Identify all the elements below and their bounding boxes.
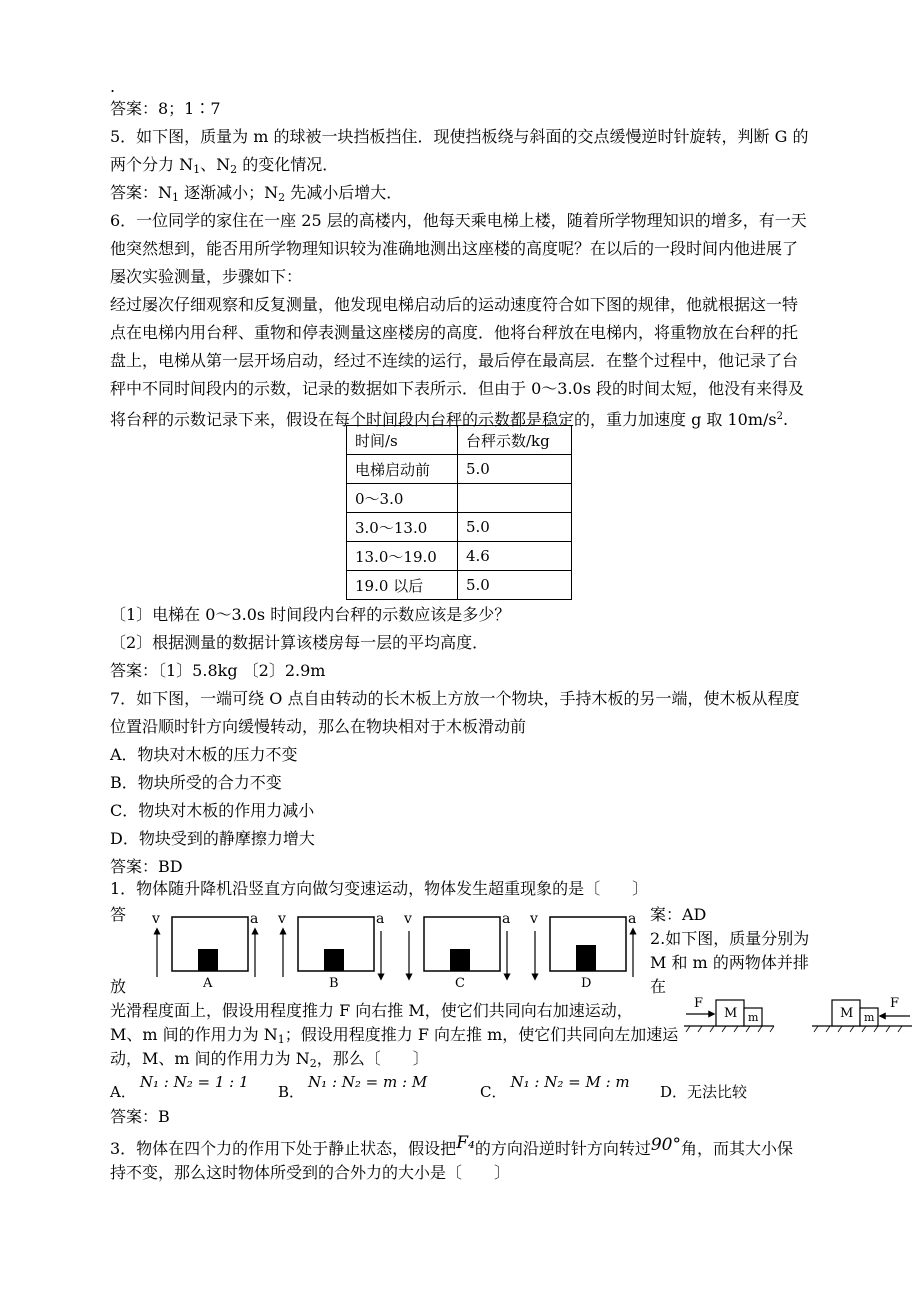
- scale-reading-table: [346, 425, 572, 600]
- q6-sub2: 〔2〕根据测量的数据计算该楼房每一层的平均高度．: [110, 633, 489, 652]
- table-header-row: [347, 426, 572, 455]
- q6-answer: 答案：〔1〕5.8kg 〔2〕2.9m: [110, 661, 326, 680]
- p2-option-b: B．N₁ : N₂ = m : M: [278, 1073, 428, 1101]
- velocity-label: v: [152, 911, 160, 927]
- q7-line2: 位置沿顺时针方向缓慢转动，那么在物块相对于木板滑动前: [110, 717, 527, 736]
- big-block-label: M: [724, 1006, 738, 1021]
- table-row: [347, 484, 572, 513]
- table-header-cell: 时间/s: [347, 426, 458, 455]
- elevator-panel-d: [529, 911, 636, 987]
- table-cell: 5.0: [458, 513, 572, 542]
- elevator-figure: [148, 905, 644, 987]
- table-cell: 19.0 以后: [347, 571, 458, 600]
- q6-line7: 秤中不同时间段内的示数，记录的数据如下表所示．但由于 0～3.0s 段的时间太短，他没有来得及: [110, 379, 805, 398]
- table-cell: 5.0: [458, 455, 572, 484]
- p2-option-c: C．N₁ : N₂ = M : m: [480, 1073, 630, 1101]
- p2-left-fragment: 放: [110, 977, 127, 996]
- table-row: [347, 455, 572, 484]
- q6-line3: 屡次实验测量，步骤如下：: [110, 267, 303, 286]
- panel-label: C: [455, 976, 465, 987]
- p3-line1: 3．物体在四个力的作用下处于静止状态，假设把F₄的方向沿逆时针方向转过90°角，而其大小保: [110, 1133, 793, 1158]
- table-header-cell: 台秤示数/kg: [458, 426, 572, 455]
- q7-option-d: D．物块受到的静摩擦力增大: [110, 829, 315, 848]
- p1-answer-right: 案：AD: [650, 905, 707, 924]
- p2-right-line1: 2.如下图，质量分别为: [650, 929, 810, 948]
- table-cell: 电梯启动前: [347, 455, 458, 484]
- p2-right-fragment: 在: [650, 977, 667, 996]
- velocity-label: v: [530, 911, 538, 927]
- table-cell: 0～3.0: [347, 484, 458, 513]
- acceleration-label: a: [502, 911, 511, 927]
- p2-line3: 动，M、m 间的作用力为 $N_2$，那么〔 〕: [110, 1049, 429, 1070]
- table-cell: 4.6: [458, 542, 572, 571]
- table-cell: 3.0～13.0: [347, 513, 458, 542]
- block: [450, 949, 470, 971]
- push-block-figure: [682, 996, 914, 1040]
- q6-line2: 他突然想到，能否用所学物理知识较为准确地测出这座楼的高度呢？在以后的一段时间内他进展了: [110, 239, 799, 258]
- q7-option-c: C．物块对木板的作用力减小: [110, 801, 315, 820]
- p1-answer-left: 答: [110, 905, 127, 924]
- q6-line6: 盘上，电梯从第一层开场启动，经过不连续的运行，最后停在最高层．在整个过程中，他记录了台: [110, 351, 799, 370]
- q7-option-a: A．物块对木板的压力不变: [110, 745, 298, 764]
- q5-answer: 答案：$N_1$ 逐渐减小；$N_2$ 先减小后增大．: [110, 183, 403, 204]
- push-right-setup: [684, 996, 774, 1032]
- p2-option-a: A．N₁ : N₂ = 1 : 1: [110, 1073, 249, 1101]
- table-cell: [458, 484, 572, 513]
- panel-label: A: [203, 976, 213, 987]
- small-block-label: m: [748, 1011, 759, 1024]
- q5-line1: 5．如下图，质量为 m 的球被一块挡板挡住．现使挡板绕与斜面的交点缓慢逆时针旋转，判断 G 的: [110, 127, 809, 146]
- q6-line1: 6．一位同学的家住在一座 25 层的高楼内，他每天乘电梯上楼，随着所学物理知识的增多，有一天: [110, 211, 807, 230]
- block: [324, 949, 344, 971]
- panel-label: B: [329, 976, 339, 987]
- table-cell: 13.0～19.0: [347, 542, 458, 571]
- acceleration-label: a: [376, 911, 385, 927]
- q7-option-b: B．物块所受的合力不变: [110, 773, 282, 792]
- q7-line1: 7．如下图，一端可绕 O 点自由转动的长木板上方放一个物块，手持木板的另一端，使木板从程度: [110, 689, 800, 708]
- velocity-label: v: [278, 911, 286, 927]
- q7-answer: 答案：BD: [110, 857, 183, 876]
- elevator-panel-c: [403, 911, 510, 987]
- table-row: [347, 513, 572, 542]
- q6-sub1: 〔1〕电梯在 0～3.0s 时间段内台秤的示数应该是多少？: [110, 605, 511, 624]
- p3-line2: 持不变，那么这时物体所受到的合外力的大小是〔 〕: [110, 1163, 511, 1182]
- panel-label: D: [581, 976, 592, 987]
- q5-line2: 两个分力 $N_1$、$N_2$ 的变化情况．: [110, 155, 339, 176]
- elevator-panel-b: [277, 911, 384, 987]
- acceleration-label: a: [628, 911, 637, 927]
- ground-hatch: [686, 1026, 774, 1032]
- q6-line5: 点在电梯内用台秤、重物和停表测量这座楼房的高度．他将台秤放在电梯内，将重物放在台秤的托: [110, 323, 799, 342]
- ground-hatch: [814, 1026, 902, 1032]
- elevator-panel-a: [151, 911, 258, 987]
- small-block-label: m: [864, 1011, 875, 1024]
- p2-answer: 答案：B: [110, 1107, 170, 1126]
- table-row: [347, 571, 572, 600]
- velocity-label: v: [404, 911, 412, 927]
- p2-option-d: D．无法比较: [660, 1083, 748, 1101]
- q6-line8: 将台秤的示数记录下来，假设在每个时间段内台秤的示数都是稳定的，重力加速度 g 取 $10m/s^2$.: [110, 410, 789, 429]
- push-left-setup: [812, 996, 912, 1032]
- block: [198, 949, 218, 971]
- big-block-label: M: [840, 1006, 854, 1021]
- q6-line4: 经过屡次仔细观察和反复测量，他发现电梯启动后的运动速度符合如下图的规律，他就根据这一特: [110, 295, 799, 314]
- force-label: F: [890, 996, 900, 1011]
- block: [576, 945, 596, 971]
- force-label: F: [694, 996, 704, 1011]
- p1-question: 1．物体随升降机沿竖直方向做匀变速运动，物体发生超重现象的是〔 〕: [110, 879, 649, 898]
- table-row: [347, 542, 572, 571]
- p2-line2: M、m 间的作用力为 $N_1$；假设用程度推力 F 向左推 m，使它们共同向左加速运: [110, 1025, 679, 1046]
- answer-prev: 答案：8；1∶7: [110, 99, 221, 118]
- stray-dot: .: [110, 77, 116, 96]
- acceleration-label: a: [250, 911, 259, 927]
- p2-line1: 光滑程度面上，假设用程度推力 F 向右推 M，使它们共同向右加速运动，: [110, 1001, 633, 1020]
- p2-right-line2: M 和 m 的两物体并排: [650, 953, 809, 972]
- table-cell: 5.0: [458, 571, 572, 600]
